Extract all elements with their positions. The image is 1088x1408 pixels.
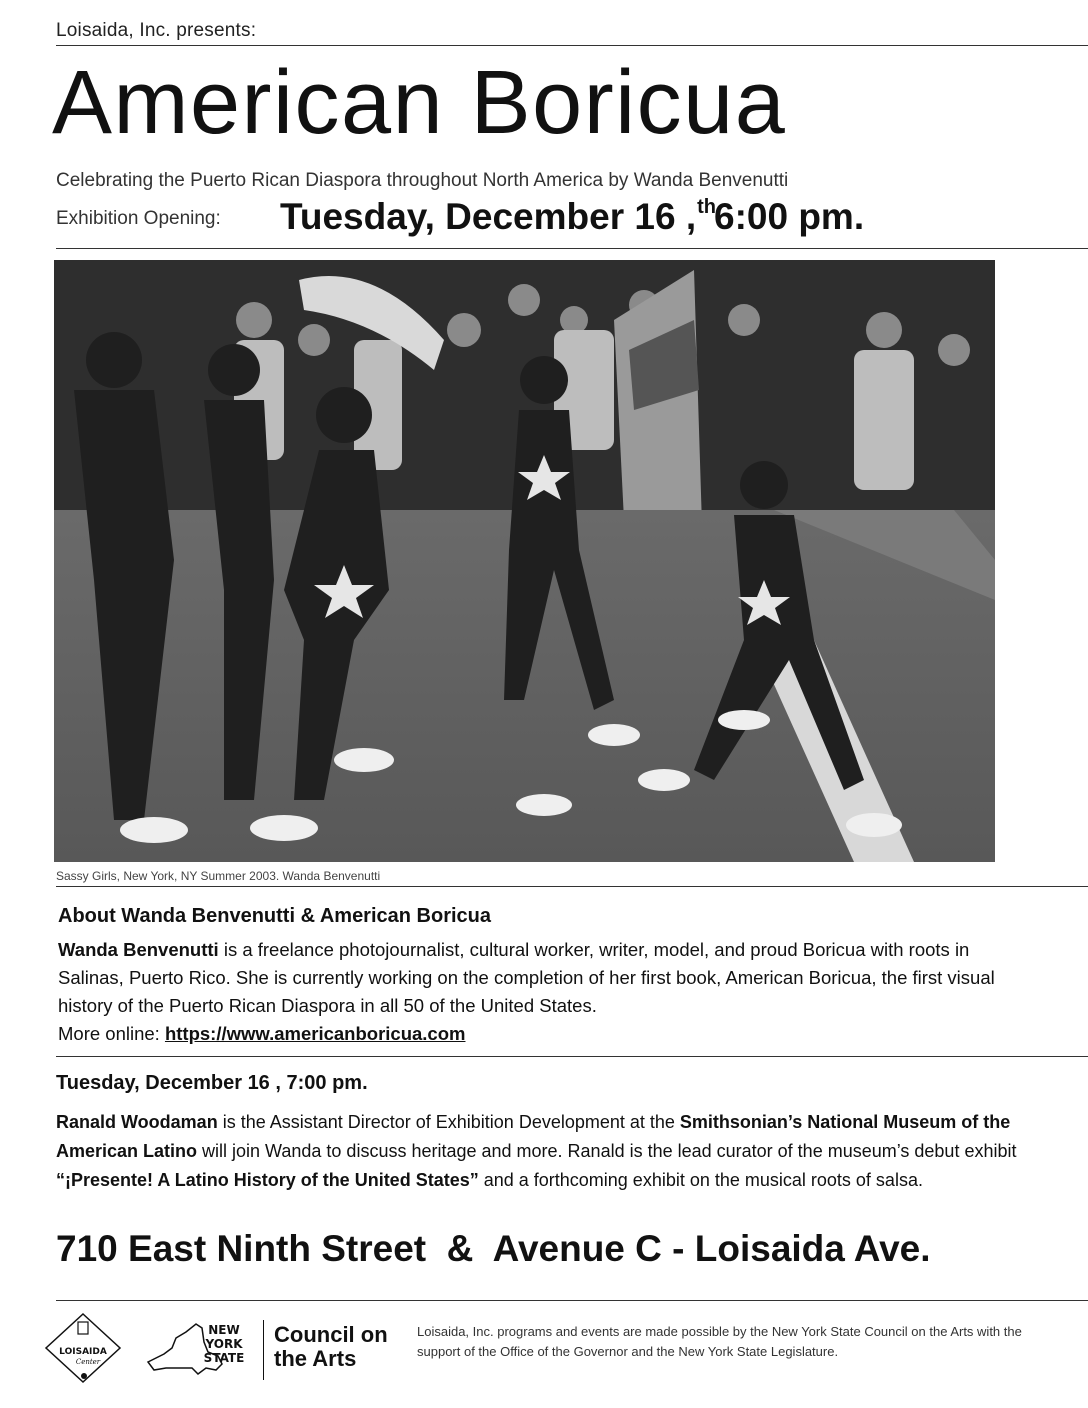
loisaida-logo-icon: [44, 1312, 122, 1384]
parade-photo: [54, 260, 995, 862]
photo-caption: Sassy Girls, New York, NY Summer 2003. Wanda Benvenutti: [56, 869, 381, 883]
header-rule: [56, 45, 1088, 46]
funding-note: Loisaida, Inc. programs and events are made possible by the New York State Council on the Arts with the support of the Office of the Governor and the New York State Legislature.: [417, 1324, 1022, 1359]
talk-speaker: Ranald Woodaman: [56, 1112, 218, 1132]
loisaida-logo-text: LOISAIDA: [59, 1347, 107, 1357]
talk-text-1: is the Assistant Director of Exhibition Development at the: [217, 1112, 680, 1132]
opening-time: 6:00 pm.: [714, 196, 865, 237]
footer-rule: [56, 1300, 1088, 1301]
talk-text-2: will join Wanda to discuss heritage and more. Ranald is the lead curator of the museum’s debut exhibit: [197, 1141, 1017, 1161]
about-heading: About Wanda Benvenutti & American Boricua: [58, 905, 492, 927]
subtitle: Celebrating the Puerto Rican Diaspora throughout North America by Wanda Benvenutti: [56, 170, 789, 191]
loisaida-logo: [44, 1312, 122, 1384]
opening-date-suffix: th: [697, 196, 716, 218]
nys-logo-line-3: STATE: [203, 1351, 245, 1365]
presenter-line: Loisaida, Inc. presents:: [56, 20, 257, 41]
council-line-1: Council on: [274, 1322, 388, 1347]
opening-date: [280, 196, 864, 238]
venue-address: 710 East Ninth Street & Avenue C - Loisaida Ave.: [56, 1228, 931, 1269]
title-rule: [56, 248, 1088, 249]
talk-body: [56, 1108, 1041, 1195]
talk-heading: Tuesday, December 16 , 7:00 pm.: [56, 1072, 368, 1094]
about-text: is a freelance photojournalist, cultural worker, writer, model, and proud Boricua with roots in Salinas, Puerto Rico. She is currently working on the completion of her first book, American Boricua, the first visual history of the Puerto Rican Diaspora in all 50 of the United States.: [58, 939, 995, 1016]
opening-date-text: Tuesday, December 16 ,: [280, 196, 697, 237]
talk-museum: Smithsonian’s National Museum of the American Latino: [56, 1112, 1011, 1161]
page-title: American Boricua: [52, 53, 787, 153]
talk-text-3: and a forthcoming exhibit on the musical roots of salsa.: [478, 1170, 923, 1190]
council-on-the-arts: [274, 1323, 388, 1371]
nys-logo: [146, 1318, 256, 1382]
logo-divider: [263, 1320, 264, 1380]
nys-logo-line-2: YORK: [205, 1337, 243, 1351]
parade-photo-image: [54, 260, 995, 862]
about-rule: [56, 1056, 1088, 1057]
about-body: [58, 936, 1018, 1048]
nys-logo-line-1: NEW: [208, 1323, 240, 1337]
council-line-2: the Arts: [274, 1346, 357, 1371]
about-name: Wanda Benvenutti: [58, 939, 219, 960]
talk-exhibit: “¡Presente! A Latino History of the United States”: [56, 1170, 479, 1190]
caption-rule: [56, 886, 1088, 887]
opening-label: Exhibition Opening:: [56, 208, 221, 229]
website-link[interactable]: https://www.americanboricua.com: [164, 1023, 466, 1044]
about-more-label: More online:: [58, 1023, 160, 1044]
loisaida-logo-sub: Center: [75, 1358, 101, 1366]
nys-map-icon: [146, 1318, 256, 1382]
